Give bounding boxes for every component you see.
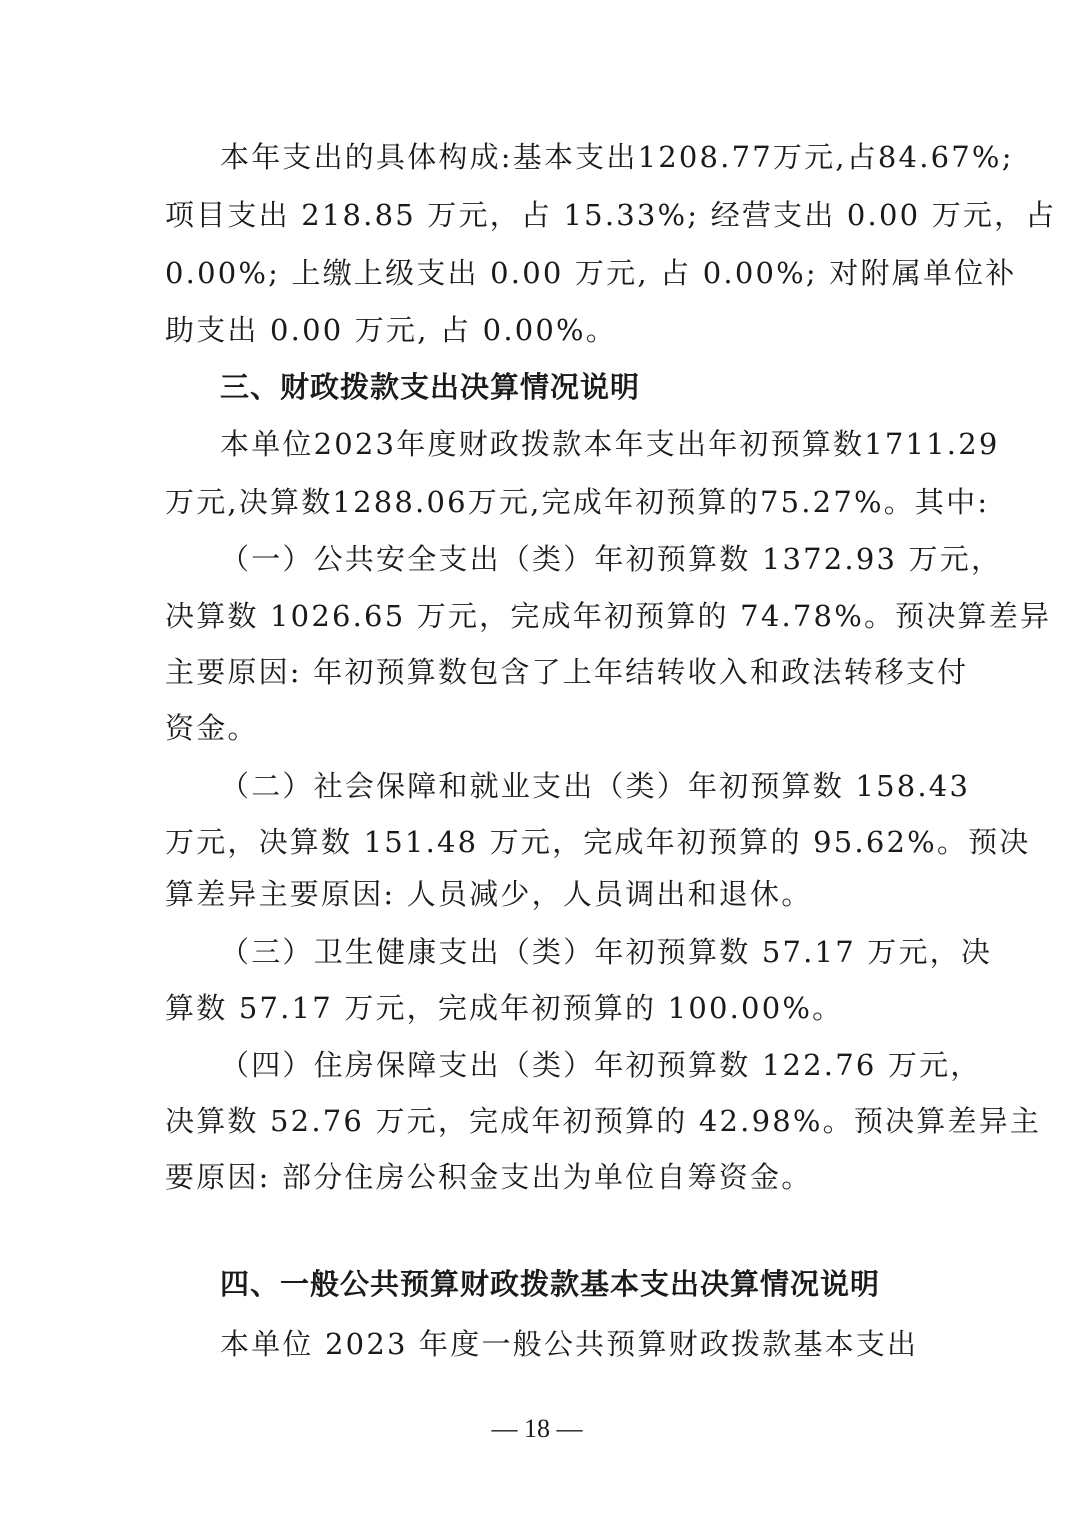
- text-line: 万元，决算数 151.48 万元，完成年初预算的 95.62%。预决: [165, 825, 1031, 859]
- text-line: 项目支出 218.85 万元，占 15.33%; 经营支出 0.00 万元，占: [165, 198, 1057, 232]
- text-line: 主要原因: 年初预算数包含了上年结转收入和政法转移支付: [165, 655, 969, 689]
- text-line: 本单位 2023 年度一般公共预算财政拨款基本支出: [220, 1327, 919, 1361]
- text-line: 算数 57.17 万元，完成年初预算的 100.00%。: [165, 991, 844, 1025]
- text-line: （二）社会保障和就业支出（类）年初预算数 158.43: [220, 769, 971, 803]
- section-heading: 三、财政拨款支出决算情况说明: [220, 370, 641, 404]
- text-line: 助支出 0.00 万元, 占 0.00%。: [165, 313, 617, 347]
- section-heading: 四、一般公共预算财政拨款基本支出决算情况说明: [220, 1267, 881, 1301]
- text-line: （三）卫生健康支出（类）年初预算数 57.17 万元，决: [220, 935, 993, 969]
- text-line: 决算数 1026.65 万元，完成年初预算的 74.78%。预决算差异: [165, 599, 1052, 633]
- text-line: （一）公共安全支出（类）年初预算数 1372.93 万元，: [220, 542, 1003, 576]
- page-number: — 18 —: [491, 1414, 583, 1443]
- text-line: 算差异主要原因: 人员减少，人员调出和退休。: [165, 877, 813, 911]
- text-line: 万元,决算数1288.06万元,完成年初预算的75.27%。其中:: [165, 485, 990, 519]
- text-line: 本单位2023年度财政拨款本年支出年初预算数1711.29: [220, 427, 1000, 461]
- text-line: （四）住房保障支出（类）年初预算数 122.76 万元，: [220, 1048, 982, 1082]
- text-line: 决算数 52.76 万元，完成年初预算的 42.98%。预决算差异主: [165, 1104, 1042, 1138]
- text-line: 0.00%; 上缴上级支出 0.00 万元, 占 0.00%; 对附属单位补: [165, 256, 1017, 290]
- text-line: 要原因: 部分住房公积金支出为单位自筹资金。: [165, 1160, 813, 1194]
- text-line: 资金。: [165, 711, 259, 745]
- text-line: 本年支出的具体构成:基本支出1208.77万元,占84.67%;: [220, 140, 1014, 174]
